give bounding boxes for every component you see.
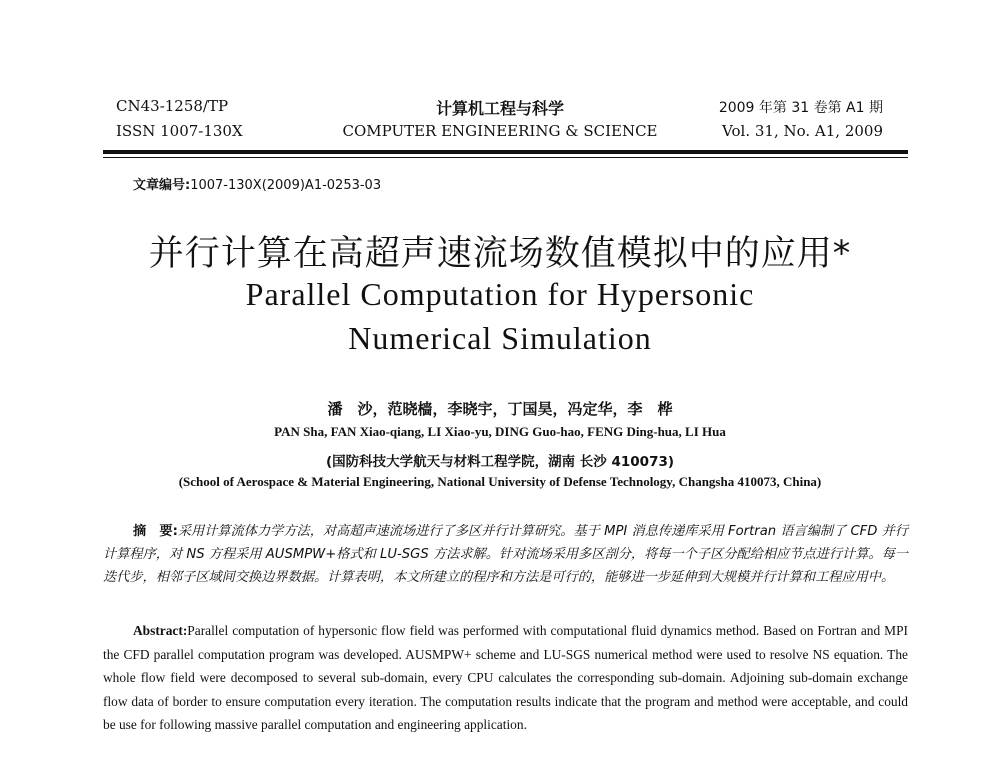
article-number [133, 174, 381, 193]
abstract-en-label: Abstract: [133, 623, 188, 638]
article-number-value: 1007-130X(2009)A1-0253-03 [190, 178, 382, 193]
authors-en: PAN Sha, FAN Xiao-qiang, LI Xiao-yu, DING Guo-hao, FENG Ding-hua, LI Hua [274, 424, 726, 439]
header-rule-thick [103, 150, 908, 154]
article-number-label: 文章编号: [133, 178, 191, 193]
affiliation-en: (School of Aerospace & Material Engineering, National University of Defense Technology, Changsha 410073, China) [178, 474, 822, 489]
abstract-en [103, 619, 908, 737]
abstract-cn-text: 采用计算流体力学方法，对高超声速流场进行了多区并行计算研究。基于 MPI 消息传递库采用 Fortran 语言编制了 CFD 并行计算程序，对 NS 方程采用 AUSMPW+格式和 LU-SGS 方法求解。针对流场采用多区剖分，将每一个子区分配给相应节点进行计算。每一迭代步，相邻子区域间交换边界数据。计算表明，本文所建立的程序和方法是可行的，能够进一步延伸到大规模并行计算和工程应用中。 [103, 524, 908, 585]
header-rule-thin [103, 157, 908, 158]
journal-title-en: COMPUTER ENGINEERING & SCIENCE [342, 122, 658, 140]
paper-title-cn: 并行计算在高超声速流场数值模拟中的应用* [148, 234, 852, 274]
journal-cn-number: CN43-1258/TP [116, 97, 229, 115]
abstract-en-text: Parallel computation of hypersonic flow field was performed with computational fluid dynamics method. Based on Fortran and MPI the CFD parallel computation program was developed. AUSMPW+ scheme and LU-SGS numerical method were used to resolve NS equation. The whole flow field were decomposed to several sub-domain, every CPU calculates the corresponding sub-domain. Adjoining sub-domain exchange flow data of border to ensure computation every iteration. The computation results indicate that the program and method were acceptable, and could be use for following massive parallel computation and engineering application. [103, 623, 908, 732]
abstract-cn-label: 摘 要: [133, 524, 178, 539]
abstract-cn [103, 520, 908, 589]
authors-cn: 潘 沙，范晓樯，李晓宇，丁国昊，冯定华，李 桦 [327, 400, 673, 418]
paper-title-en-line2: Numerical Simulation [348, 320, 652, 356]
paper-title-en-line1: Parallel Computation for Hypersonic [245, 276, 755, 312]
journal-title-cn: 计算机工程与科学 [435, 99, 564, 118]
journal-issn: ISSN 1007-130X [116, 122, 243, 140]
affiliation-cn: (国防科技大学航天与材料工程学院，湖南 长沙 410073) [325, 454, 675, 470]
journal-issue-en: Vol. 31, No. A1, 2009 [722, 122, 883, 140]
journal-issue-cn: 2009 年第 31 卷第 A1 期 [718, 100, 883, 116]
